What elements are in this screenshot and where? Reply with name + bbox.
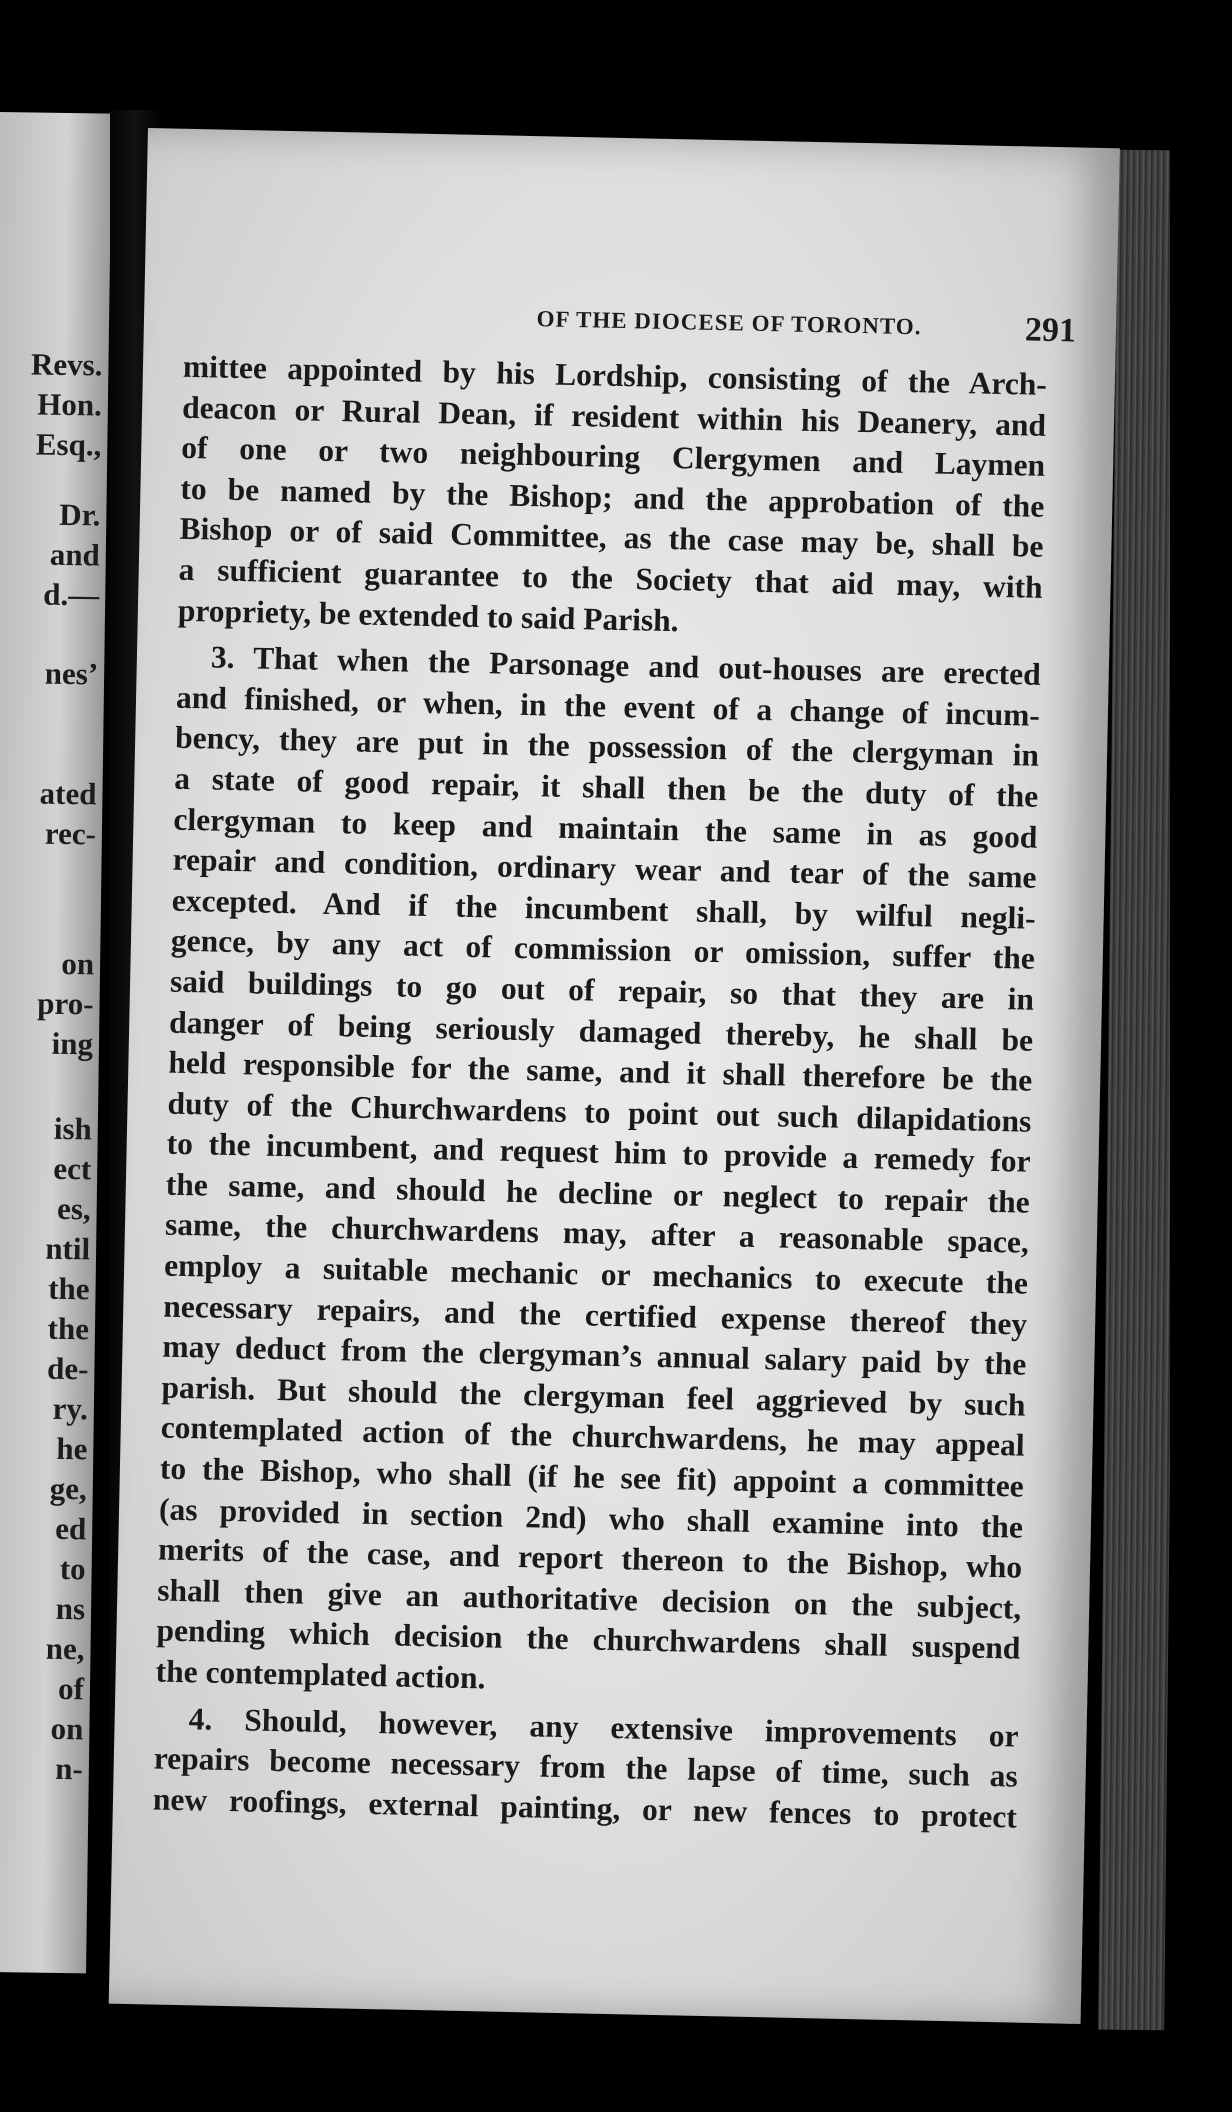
margin-fragment: the [47,1310,90,1347]
text-line: a state of good repair, it shall then be the duty of the [174,760,1039,814]
facing-page [0,112,112,1973]
text-line: may deduct from the clergyman’s annual salary paid by the [162,1328,1027,1382]
text-line: clergyman to keep and maintain the same in as good [173,801,1038,855]
running-head: OF THE DIOCESE OF TORONTO. [536,306,922,340]
text-line: merits of the case, and report thereon to the Bishop, who [157,1531,1023,1585]
text-line: contemplated action of the churchwardens, he may appeal [160,1409,1025,1464]
margin-fragment: pro- [37,985,94,1022]
text-line: a sufficient guarantee to the Society that aid may, with [178,551,1043,605]
margin-fragment: ns [55,1590,86,1627]
text-line: danger of being seriously damaged thereby, he shall be [168,1004,1034,1058]
margin-fragment: ge, [49,1470,88,1507]
margin-fragment: nes’ [44,655,99,692]
text-line: (as provided in section 2nd) who shall examine into the [158,1491,1024,1545]
margin-fragment: ne, [45,1630,85,1667]
text-line: pending which decision the churchwardens shall suspend [156,1612,1021,1667]
text-line: to the Bishop, who shall (if he see fit) appoint a committee [159,1450,1025,1504]
text-line: bency, they are put in the possession of the clergyman in [174,720,1040,774]
margin-fragment: on [61,945,95,982]
margin-fragment: rec- [44,815,97,852]
margin-fragment: ect [53,1150,92,1187]
text-line: employ a suitable mechanic or mechanics to execute the [163,1247,1029,1301]
page-body [153,347,1048,1838]
text-line: repair and condition, ordinary wear and tear of the same [172,841,1037,895]
margin-fragment: d.— [43,576,100,613]
text-line: held responsible for the same, and it shall therefore be the [168,1044,1033,1098]
margin-fragment: ated [39,775,97,812]
text-line: of one or two neighbouring Clergymen and Laymen [180,429,1046,484]
margin-fragment: Revs. [30,346,103,383]
text-line: the contemplated action. [155,1653,486,1696]
margin-fragment: the [48,1270,90,1307]
page-edge-shadow [1170,150,1232,2050]
text-line: new roofings, external painting, or new fences to protect [152,1781,1018,1835]
text-line: excepted. And if the incumbent shall, by wilful negli- [171,882,1037,936]
text-line: necessary repairs, and the certified expense thereof they [162,1288,1028,1342]
margin-fragment: to [59,1550,86,1587]
text-line: and finished, or when, in the event of a change of incum- [175,679,1041,733]
text-line: to be named by the Bishop; and the approbation of the [180,470,1045,524]
margin-fragment: de- [46,1350,89,1387]
text-line: parish. But should the clergyman feel aggrieved by such [161,1369,1026,1423]
text-line: Bishop or of said Committee, as the case may be, shall be [179,511,1044,565]
margin-fragment: Esq., [35,426,102,463]
margin-fragment: ed [54,1510,87,1547]
book-page [109,128,1120,2024]
margin-fragment: and [49,536,101,573]
text-line: to the incumbent, and request him to provide a remedy for [166,1125,1031,1179]
text-line: the same, and should he decline or neglect to repair the [165,1166,1031,1220]
text-line: repairs become necessary from the lapse of time, such as [153,1740,1019,1794]
margin-fragment: Dr. [59,496,101,533]
text-line: mittee appointed by his Lordship, consisting of the Arch- [182,348,1048,402]
text-line: propriety, be extended to said Parish. [177,592,679,638]
margin-fragment: he [56,1430,88,1467]
margin-fragment: ish [53,1110,93,1147]
text-line: same, the churchwardens may, after a reasonable space, [164,1207,1030,1261]
text-line: 4. Should, however, any extensive improvements or [188,1700,1019,1754]
text-line: duty of the Churchwardens to point out such dilapidations [167,1085,1032,1139]
margin-fragment: es, [56,1190,91,1227]
margin-fragment: of [57,1670,85,1707]
margin-fragment: ing [51,1025,94,1062]
margin-fragment: Hon. [37,386,103,423]
text-line: shall then give an authoritative decision on the subject, [157,1572,1022,1626]
margin-fragment: ry. [52,1390,89,1427]
margin-fragment: n- [55,1750,84,1787]
text-line: 3. That when the Parsonage and out-houses are erected [210,639,1042,692]
page-number: 291 [1024,311,1077,350]
text-line: gence, by any act of commission or omission, suffer the [170,922,1036,977]
margin-fragment: ntil [45,1230,91,1267]
text-line: said buildings to go out of repair, so that they are in [169,963,1035,1017]
margin-fragment: on [50,1710,84,1747]
text-line: deacon or Rural Dean, if resident within his Deanery, and [181,389,1047,443]
